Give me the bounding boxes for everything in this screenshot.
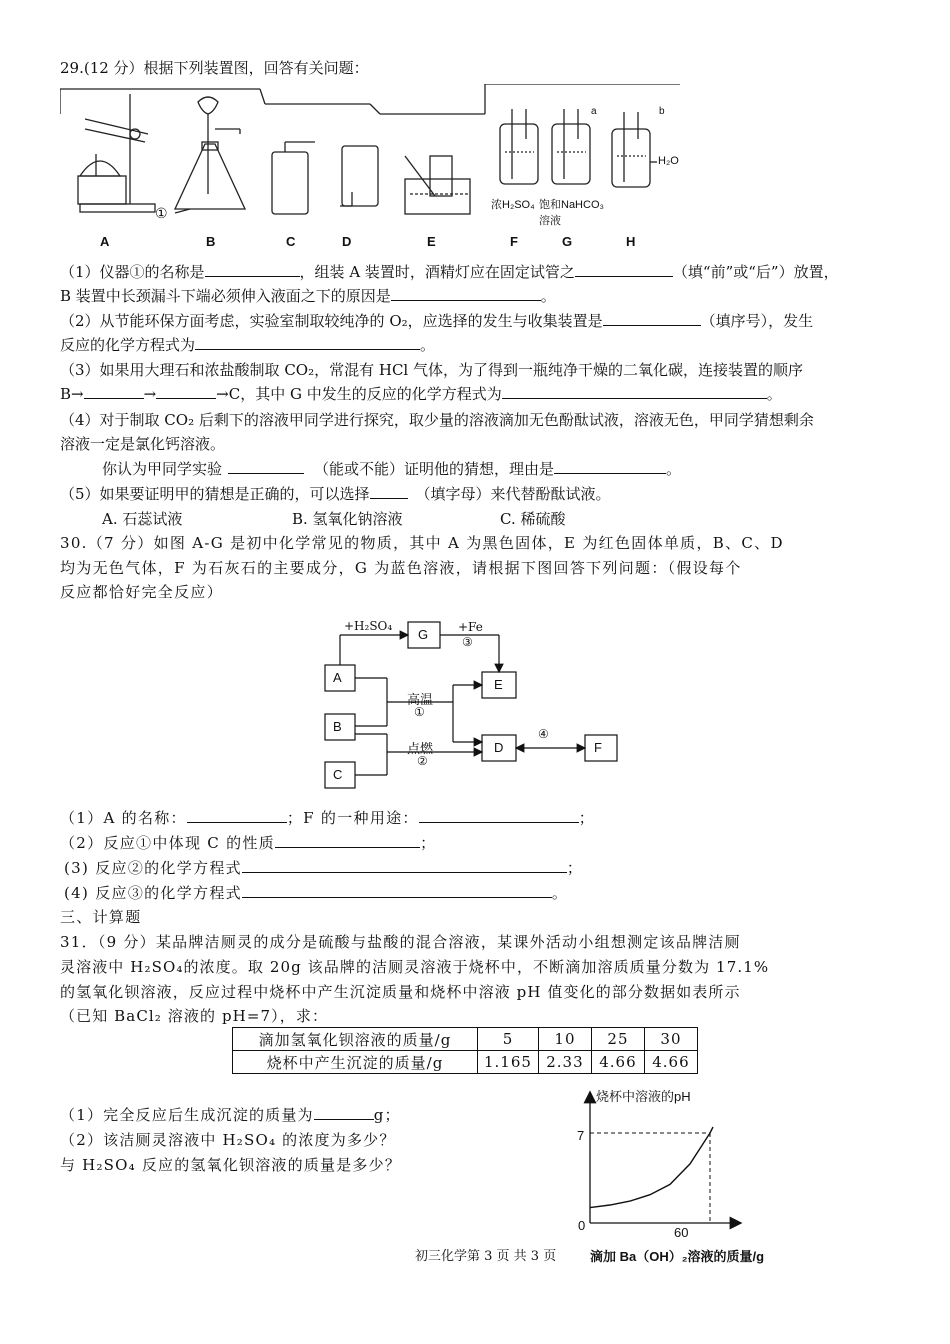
- blank[interactable]: [314, 1105, 374, 1120]
- option-c: C. 稀硫酸: [500, 510, 566, 528]
- q30-line2: 均为无色气体，F 为石灰石的主要成分，G 为蓝色溶液，请根据下图回答下列问题：（假设每个: [60, 559, 742, 577]
- chart-xlabel: 滴加 Ba（OH）₂溶液的质量/g: [590, 1249, 765, 1264]
- apparatus-figure: [60, 84, 680, 254]
- q29-p4-line2: 溶液一定是氯化钙溶液。: [60, 435, 226, 453]
- mark-2: ②: [417, 754, 428, 768]
- mark-3: ③: [462, 635, 473, 649]
- blank[interactable]: [187, 808, 287, 823]
- blank[interactable]: [242, 858, 567, 873]
- ph-curve: [590, 1127, 713, 1208]
- apparatus-e: E: [427, 234, 436, 249]
- apparatus-f: F: [510, 234, 518, 249]
- q30-s2: （2）反应①中体现 C 的性质 ；: [60, 834, 437, 852]
- blank[interactable]: [242, 883, 552, 898]
- mark-4: ④: [538, 727, 549, 741]
- q29-p4-line3: 你认为甲同学实验 （能或不能）证明他的猜想，理由是 。: [102, 460, 682, 478]
- q31-line4: （已知 BaCl₂ 溶液的 pH=7），求：: [60, 1007, 329, 1025]
- apparatus-d: D: [342, 234, 352, 249]
- label-f: 浓H₂SO₄: [491, 199, 535, 211]
- q29-p5: （5）如果要证明甲的猜想是正确的，可以选择 （填字母）来代替酚酞试液。: [60, 485, 611, 503]
- row-header: 烧杯中产生沉淀的质量/g: [233, 1051, 478, 1074]
- blank[interactable]: [156, 384, 216, 399]
- page-footer: 初三化学第 3 页 共 3 页: [415, 1249, 557, 1264]
- table-row: [233, 1051, 698, 1074]
- row-header: 滴加氢氧化钡溶液的质量/g: [233, 1028, 478, 1051]
- q31-line2: 灵溶液中 H₂SO₄的浓度。取 20g 该品牌的洁厕灵溶液于烧杯中，不断滴加溶质质量分数为 17.1%: [60, 958, 770, 976]
- blank[interactable]: [228, 459, 304, 474]
- precipitate-table: [232, 1027, 698, 1074]
- q29-p2-line1: （2）从节能环保方面考虑，实验室制取较纯净的 O₂，应选择的发生与收集装置是 （填序号），发生: [60, 312, 814, 330]
- apparatus-g: G: [562, 234, 573, 249]
- q29-p2-line2: 反应的化学方程式为 。: [60, 336, 436, 354]
- q31-line3: 的氢氧化钡溶液，反应过程中烧杯中产生沉淀质量和烧杯中溶液 pH 值变化的部分数据如表所示: [60, 983, 741, 1001]
- mark-1: ①: [414, 705, 425, 719]
- blank[interactable]: [554, 459, 666, 474]
- node-a: A: [333, 670, 342, 685]
- node-b: B: [333, 719, 342, 734]
- marker-1: ①: [155, 206, 168, 222]
- tag-a: a: [591, 106, 597, 117]
- node-e: E: [494, 677, 503, 692]
- q29-p1-line1: （1）仪器①的名称是 ，组装 A 装置时，酒精灯应在固定试管之 （填“前”或“后”）放置，: [60, 263, 839, 281]
- apparatus-b: B: [206, 234, 216, 249]
- q29-p1-line2: B 装置中长颈漏斗下端必须伸入液面之下的原因是 。: [60, 287, 556, 305]
- node-f: F: [594, 740, 602, 755]
- section-3-title: 三、计算题: [60, 908, 142, 926]
- blank[interactable]: [275, 833, 420, 848]
- blank[interactable]: [370, 484, 408, 499]
- q30-s3: (3) 反应②的化学方程式 ；: [64, 859, 584, 877]
- apparatus-a: A: [100, 234, 110, 249]
- edge-h2so4: +H₂SO₄: [344, 619, 393, 633]
- tag-b: b: [659, 106, 665, 117]
- q30-line1: 30.（7 分）如图 A-G 是初中化学常见的物质，其中 A 为黑色固体，E 为红色固体单质，B、C、D: [60, 534, 784, 552]
- q29-p3-line2: B→ → →C，其中 G 中发生的反应的化学方程式为 。: [60, 385, 782, 403]
- q30-s4: (4) 反应③的化学方程式 。: [64, 884, 569, 902]
- chart-origin: 0: [578, 1218, 586, 1233]
- q29-title: 29.(12 分）根据下列装置图，回答有关问题：: [60, 59, 369, 77]
- table-cell: 5: [478, 1028, 539, 1051]
- ph-chart: [560, 1085, 780, 1255]
- blank[interactable]: [84, 384, 144, 399]
- blank[interactable]: [419, 808, 579, 823]
- q30-line3: 反应都恰好完全反应）: [60, 583, 224, 601]
- table-cell: 1.165: [478, 1051, 539, 1074]
- option-b: B. 氢氧化钠溶液: [292, 510, 403, 528]
- table-cell: 4.66: [644, 1051, 697, 1074]
- table-cell: 4.66: [591, 1051, 644, 1074]
- node-d: D: [494, 740, 504, 755]
- apparatus-c: C: [286, 234, 296, 249]
- option-a: A. 石蕊试液: [102, 510, 183, 528]
- blank[interactable]: [575, 262, 673, 277]
- chart-x-tick: 60: [674, 1225, 689, 1240]
- q30-s1: （1）A 的名称： ；F 的一种用途： ；: [60, 809, 596, 827]
- label-h2o: H₂O: [658, 155, 679, 167]
- edge-fe: +Fe: [458, 620, 483, 634]
- label-g-2: 溶液: [539, 215, 561, 227]
- q31-s1: （1）完全反应后生成沉淀的质量为 g；: [60, 1106, 401, 1124]
- node-c: C: [333, 767, 343, 782]
- label-g-1: 饱和NaHCO₃: [539, 199, 604, 211]
- table-cell: 30: [644, 1028, 697, 1051]
- table-row: [233, 1028, 698, 1051]
- edge-gaowen: 高温: [407, 693, 434, 708]
- chart-ylabel: 烧杯中溶液的pH: [596, 1089, 691, 1104]
- q31-s2: （2）该洁厕灵溶液中 H₂SO₄ 的浓度为多少？: [60, 1131, 396, 1149]
- chart-y-tick: 7: [577, 1128, 585, 1143]
- table-cell: 10: [538, 1028, 591, 1051]
- blank[interactable]: [603, 311, 701, 326]
- q31-line1: 31．（9 分）某品牌洁厕灵的成分是硫酸与盐酸的混合溶液，某课外活动小组想测定该品牌洁厕: [60, 933, 741, 951]
- q31-s3: 与 H₂SO₄ 反应的氢氧化钡溶液的质量是多少？: [60, 1156, 402, 1174]
- blank[interactable]: [502, 384, 767, 399]
- edge-dianran: 点燃: [407, 742, 434, 757]
- apparatus-h: H: [626, 234, 636, 249]
- q29-p4-line1: （4）对于制取 CO₂ 后剩下的溶液甲同学进行探究，取少量的溶液滴加无色酚酞试液，溶液无色，甲同学猜想剩余: [60, 411, 814, 429]
- q29-p3-line1: （3）如果用大理石和浓盐酸制取 CO₂，常混有 HCl 气体，为了得到一瓶纯净干燥的二氧化碳，连接装置的顺序: [60, 361, 803, 379]
- blank[interactable]: [205, 262, 300, 277]
- table-cell: 2.33: [538, 1051, 591, 1074]
- blank[interactable]: [391, 286, 541, 301]
- table-cell: 25: [591, 1028, 644, 1051]
- node-g: G: [418, 627, 429, 642]
- blank[interactable]: [195, 335, 420, 350]
